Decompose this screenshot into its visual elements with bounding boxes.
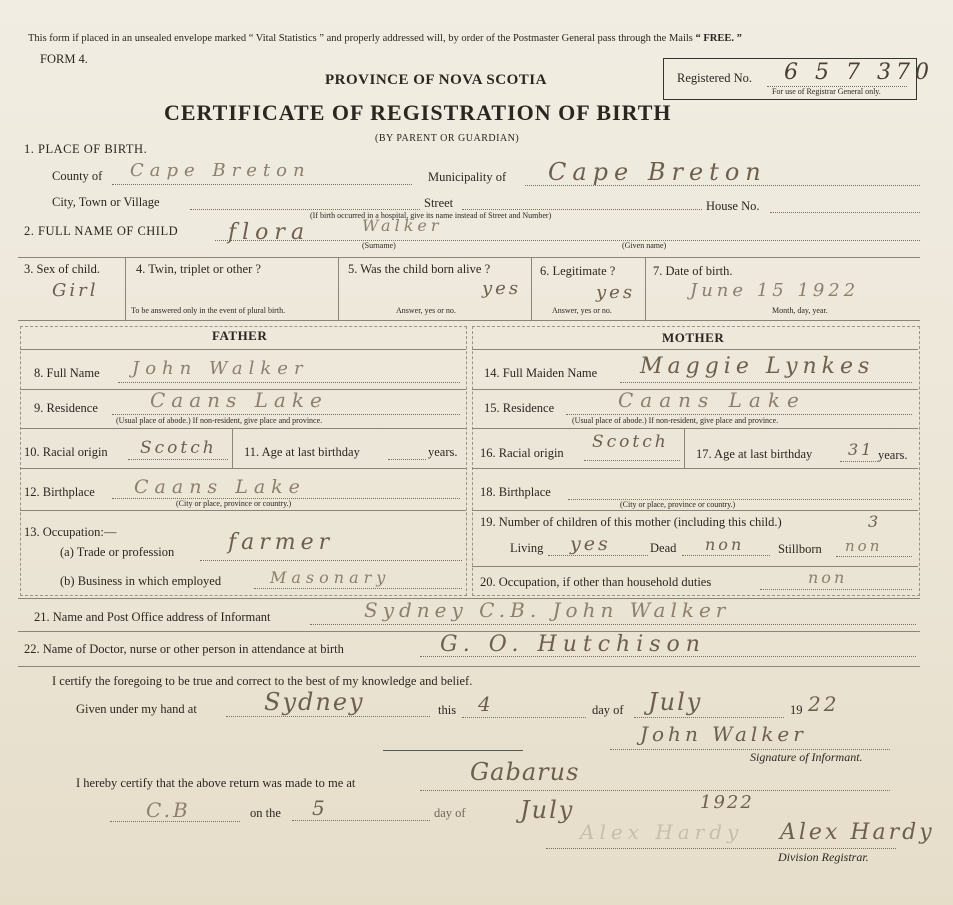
twin-note: To be answered only in the event of plural birth. bbox=[131, 306, 286, 315]
alive-label: 5. Was the child born alive ? bbox=[348, 262, 491, 276]
mail-notice-text: This form if placed in an unsealed envelope marked “ Vital Statistics ” and properly addressed will, by order of the Postmaster General pass through the Mails bbox=[28, 33, 693, 44]
child-surname: Walker bbox=[362, 216, 443, 235]
mother-racial-label: 16. Racial origin bbox=[480, 446, 564, 460]
legitimate-label: 6. Legitimate ? bbox=[540, 264, 616, 278]
surname-note: (Surname) bbox=[362, 241, 396, 250]
twin-label: 4. Twin, triplet or other ? bbox=[136, 262, 261, 276]
year-prefix: 19 bbox=[790, 703, 803, 717]
given-place-value: Sydney bbox=[264, 688, 365, 716]
mother-age-unit: years. bbox=[878, 448, 908, 462]
living-label: Living bbox=[510, 541, 544, 555]
county-value: Cape Breton bbox=[130, 160, 311, 181]
certify-statement: I certify the foregoing to be true and correct to the best of my knowledge and belief. bbox=[52, 674, 473, 688]
mother-age-value: 31 bbox=[848, 440, 875, 459]
alive-note: Answer, yes or no. bbox=[396, 306, 456, 315]
province-title: PROVINCE OF NOVA SCOTIA bbox=[325, 72, 547, 88]
father-residence-label: 9. Residence bbox=[34, 401, 98, 415]
birth-date-value: June 15 1922 bbox=[690, 280, 860, 301]
registrar-signature: Alex Hardy bbox=[780, 820, 935, 845]
certify-year-value: 22 bbox=[808, 692, 840, 716]
sex-value: Girl bbox=[52, 280, 99, 301]
father-trade-value: farmer bbox=[228, 530, 335, 555]
city-label: City, Town or Village bbox=[52, 195, 160, 209]
certificate-title: CERTIFICATE OF REGISTRATION OF BIRTH bbox=[164, 100, 672, 125]
mother-residence-note: (Usual place of abode.) If non-resident, give place and province. bbox=[572, 416, 779, 425]
informant-label: 21. Name and Post Office address of Informant bbox=[34, 610, 271, 624]
mother-birthplace-note: (City or place, province or country.) bbox=[620, 500, 736, 509]
on-the-label: on the bbox=[250, 806, 281, 820]
registrar-signature-label: Division Registrar. bbox=[778, 850, 869, 864]
certificate-subtitle: (BY PARENT OR GUARDIAN) bbox=[375, 133, 520, 144]
registrar-statement: I hereby certify that the above return was made to me at bbox=[76, 776, 356, 790]
father-occupation-label: 13. Occupation:— bbox=[24, 525, 117, 539]
mother-age-label: 17. Age at last birthday bbox=[696, 447, 813, 461]
county-label: County of bbox=[52, 169, 103, 183]
mother-heading: MOTHER bbox=[662, 330, 725, 345]
living-value: yes bbox=[570, 533, 611, 555]
mail-notice-free: “ FREE. ” bbox=[695, 33, 742, 44]
registrar-day-of-label: day of bbox=[434, 806, 466, 820]
dead-value: non bbox=[705, 535, 745, 554]
house-label: House No. bbox=[706, 199, 760, 213]
father-heading: FATHER bbox=[212, 328, 268, 343]
father-birthplace-value: Caans Lake bbox=[134, 476, 306, 498]
mother-birthplace-label: 18. Birthplace bbox=[480, 485, 551, 499]
dead-label: Dead bbox=[650, 541, 677, 555]
doctor-label: 22. Name of Doctor, nurse or other person in attendance at birth bbox=[24, 642, 344, 656]
mother-name-value: Maggie Lynkes bbox=[640, 354, 875, 379]
registered-number: 6 5 7 370 bbox=[784, 60, 934, 85]
registered-note: For use of Registrar General only. bbox=[772, 87, 881, 96]
street-note: (If birth occurred in a hospital, give its name instead of Street and Number) bbox=[310, 211, 552, 220]
day-of-label: day of bbox=[592, 703, 624, 717]
registration-box bbox=[663, 58, 934, 100]
mother-occupation-value: non bbox=[808, 568, 848, 587]
form-number: FORM 4. bbox=[40, 52, 88, 66]
registrar-day-value: 5 bbox=[312, 796, 328, 820]
certify-day-value: 4 bbox=[478, 692, 494, 716]
mother-residence-value: Caans Lake bbox=[618, 388, 806, 412]
father-name-value: John Walker bbox=[132, 358, 309, 379]
legitimate-value: yes bbox=[596, 282, 636, 303]
child-name-label: 2. FULL NAME OF CHILD bbox=[24, 224, 179, 238]
birth-date-note: Month, day, year. bbox=[772, 306, 828, 315]
informant-signature: John Walker bbox=[640, 722, 807, 746]
given-note: (Given name) bbox=[622, 241, 667, 250]
legitimate-note: Answer, yes or no. bbox=[552, 306, 612, 315]
stillborn-value: non bbox=[845, 537, 883, 555]
father-age-label: 11. Age at last birthday bbox=[244, 445, 360, 459]
father-residence-value: Caans Lake bbox=[150, 388, 328, 412]
sex-label: 3. Sex of child. bbox=[24, 262, 101, 276]
mother-children-value: 3 bbox=[868, 512, 882, 531]
mother-occupation-label: 20. Occupation, if other than household duties bbox=[480, 575, 712, 589]
father-name-label: 8. Full Name bbox=[34, 366, 100, 380]
informant-value: Sydney C.B. John Walker bbox=[364, 598, 731, 622]
father-business-value: Masonary bbox=[270, 568, 391, 587]
father-age-unit: years. bbox=[428, 445, 458, 459]
registered-label: Registered No. bbox=[677, 71, 752, 85]
mother-racial-value: Scotch bbox=[592, 432, 669, 452]
registrar-place-value: Gabarus bbox=[470, 758, 580, 786]
place-heading: 1. PLACE OF BIRTH. bbox=[24, 142, 148, 156]
mother-name-label: 14. Full Maiden Name bbox=[484, 366, 598, 380]
father-racial-value: Scotch bbox=[140, 438, 217, 458]
registrar-year-value: 1922 bbox=[700, 792, 754, 813]
street-label: Street bbox=[424, 196, 454, 210]
doctor-value: G. O. Hutchison bbox=[440, 632, 706, 657]
mother-children-label: 19. Number of children of this mother (including this child.) bbox=[480, 515, 782, 529]
this-label: this bbox=[438, 703, 457, 717]
mother-residence-label: 15. Residence bbox=[484, 401, 555, 415]
given-under-label: Given under my hand at bbox=[76, 702, 197, 716]
father-trade-label: (a) Trade or profession bbox=[60, 545, 175, 559]
faded-stamp: Alex Hardy bbox=[580, 820, 744, 844]
child-given-name: flora bbox=[228, 220, 311, 245]
father-business-label: (b) Business in which employed bbox=[60, 574, 222, 588]
registrar-at-value: C.B bbox=[146, 798, 191, 822]
municipality-value: Cape Breton bbox=[548, 158, 767, 186]
alive-value: yes bbox=[482, 278, 522, 299]
birth-date-label: 7. Date of birth. bbox=[653, 264, 733, 278]
mail-notice bbox=[28, 33, 742, 44]
father-birthplace-note: (City or place, province or country.) bbox=[176, 499, 292, 508]
registrar-month-value: July bbox=[520, 796, 575, 824]
father-residence-note: (Usual place of abode.) If non-resident, give place and province. bbox=[116, 416, 323, 425]
father-racial-label: 10. Racial origin bbox=[24, 445, 108, 459]
informant-signature-label: Signature of Informant. bbox=[750, 750, 863, 764]
certify-month-value: July bbox=[648, 688, 703, 716]
stillborn-label: Stillborn bbox=[778, 542, 822, 556]
edge-fold-text bbox=[0, 30, 12, 890]
municipality-label: Municipality of bbox=[428, 170, 507, 184]
father-birthplace-label: 12. Birthplace bbox=[24, 485, 95, 499]
